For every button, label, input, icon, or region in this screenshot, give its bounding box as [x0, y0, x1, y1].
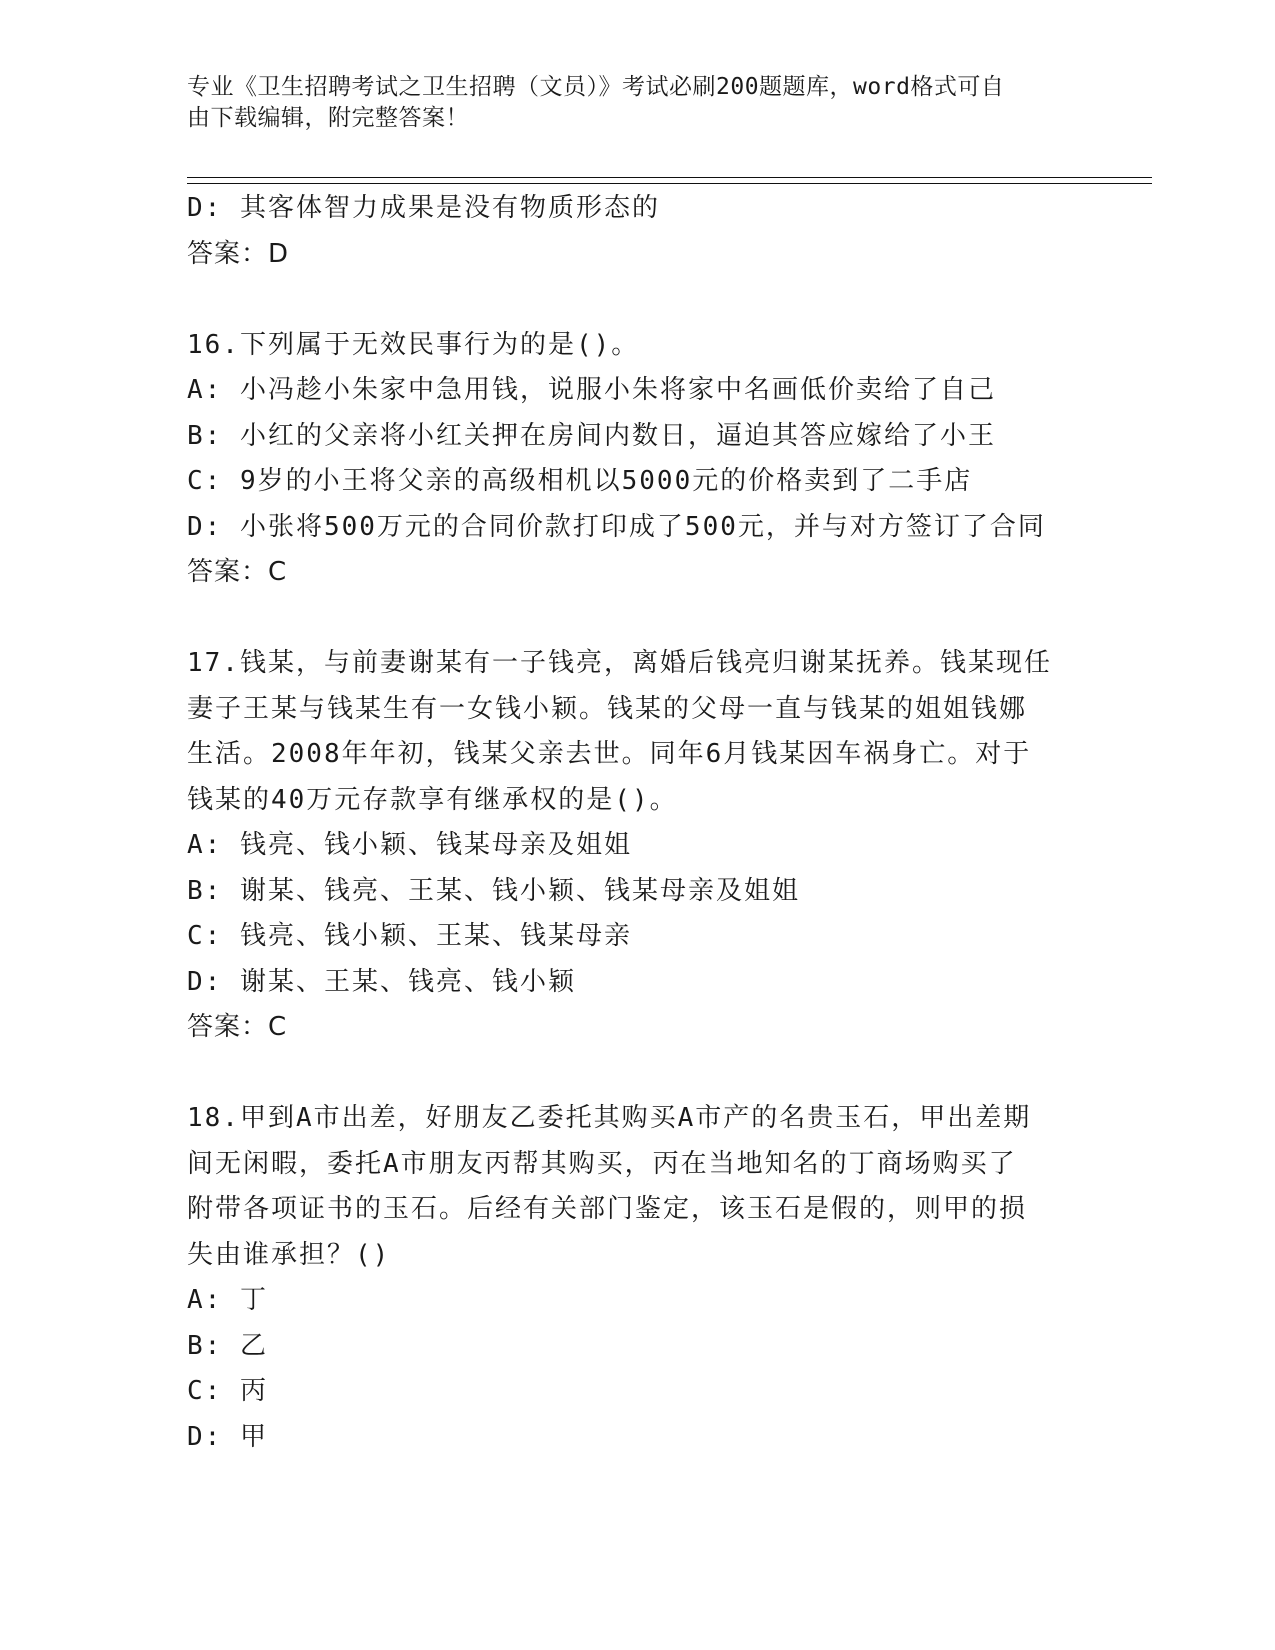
question-content	[187, 186, 1087, 1460]
question-18-option-a: A: 丁	[187, 1285, 268, 1315]
question-16-option-a: A: 小冯趁小朱家中急用钱，说服小朱将家中名画低价卖给了自己	[187, 375, 996, 405]
question-17-stem-line: 17.钱某，与前妻谢某有一子钱亮，离婚后钱亮归谢某抚养。钱某现任	[187, 648, 1052, 678]
question-18-stem-line: 18.甲到A市出差，好朋友乙委托其购买A市产的名贵玉石，甲出差期	[187, 1103, 1032, 1133]
spacer	[187, 277, 1087, 323]
question-17-option-c: C: 钱亮、钱小颖、王某、钱某母亲	[187, 921, 632, 951]
question-17	[187, 641, 1087, 1051]
question-18-stem-line: 附带各项证书的玉石。后经有关部门鉴定，该玉石是假的，则甲的损	[187, 1194, 1028, 1224]
header-line-1: 专业《卫生招聘考试之卫生招聘（文员）》考试必刷200题题库，word格式可自	[187, 74, 1005, 100]
question-18-option-c: C: 丙	[187, 1376, 268, 1406]
spacer	[187, 1051, 1087, 1097]
question-16-option-d: D: 小张将500万元的合同价款打印成了500元，并与对方签订了合同	[187, 511, 1046, 542]
header-divider-top	[187, 177, 1152, 178]
header-divider-bottom	[187, 183, 1152, 184]
prev-option-d: D: 其客体智力成果是没有物质形态的	[187, 193, 660, 223]
prev-answer: 答案：D	[187, 238, 290, 269]
question-16	[187, 323, 1087, 596]
question-17-answer: 答案：C	[187, 1012, 288, 1042]
question-18-option-d: D: 甲	[187, 1421, 268, 1452]
question-17-option-a: A: 钱亮、钱小颖、钱某母亲及姐姐	[187, 830, 632, 860]
question-16-option-b: B: 小红的父亲将小红关押在房间内数日，逼迫其答应嫁给了小王	[187, 420, 996, 451]
question-17-option-d: D: 谢某、王某、钱亮、钱小颖	[187, 966, 576, 997]
question-18	[187, 1096, 1087, 1460]
question-17-stem-line: 妻子王某与钱某生有一女钱小颖。钱某的父母一直与钱某的姐姐钱娜	[187, 693, 1028, 724]
spacer	[187, 596, 1087, 642]
question-17-stem-line: 生活。2008年年初，钱某父亲去世。同年6月钱某因车祸身亡。对于	[187, 739, 1032, 769]
question-18-stem-line: 间无闲暇，委托A市朋友丙帮其购买，丙在当地知名的丁商场购买了	[187, 1148, 1017, 1179]
question-16-stem: 16.下列属于无效民事行为的是()。	[187, 329, 640, 360]
question-17-option-b: B: 谢某、钱亮、王某、钱小颖、钱某母亲及姐姐	[187, 875, 800, 906]
question-18-option-b: B: 乙	[187, 1330, 268, 1361]
question-18-stem-line: 失由谁承担？()	[187, 1239, 391, 1270]
question-17-stem-line: 钱某的40万元存款享有继承权的是()。	[187, 784, 678, 815]
document-header-note	[187, 72, 1067, 134]
question-16-answer: 答案：C	[187, 557, 288, 587]
question-16-option-c: C: 9岁的小王将父亲的高级相机以5000元的价格卖到了二手店	[187, 466, 973, 496]
header-line-2: 由下载编辑，附完整答案！	[187, 105, 469, 131]
